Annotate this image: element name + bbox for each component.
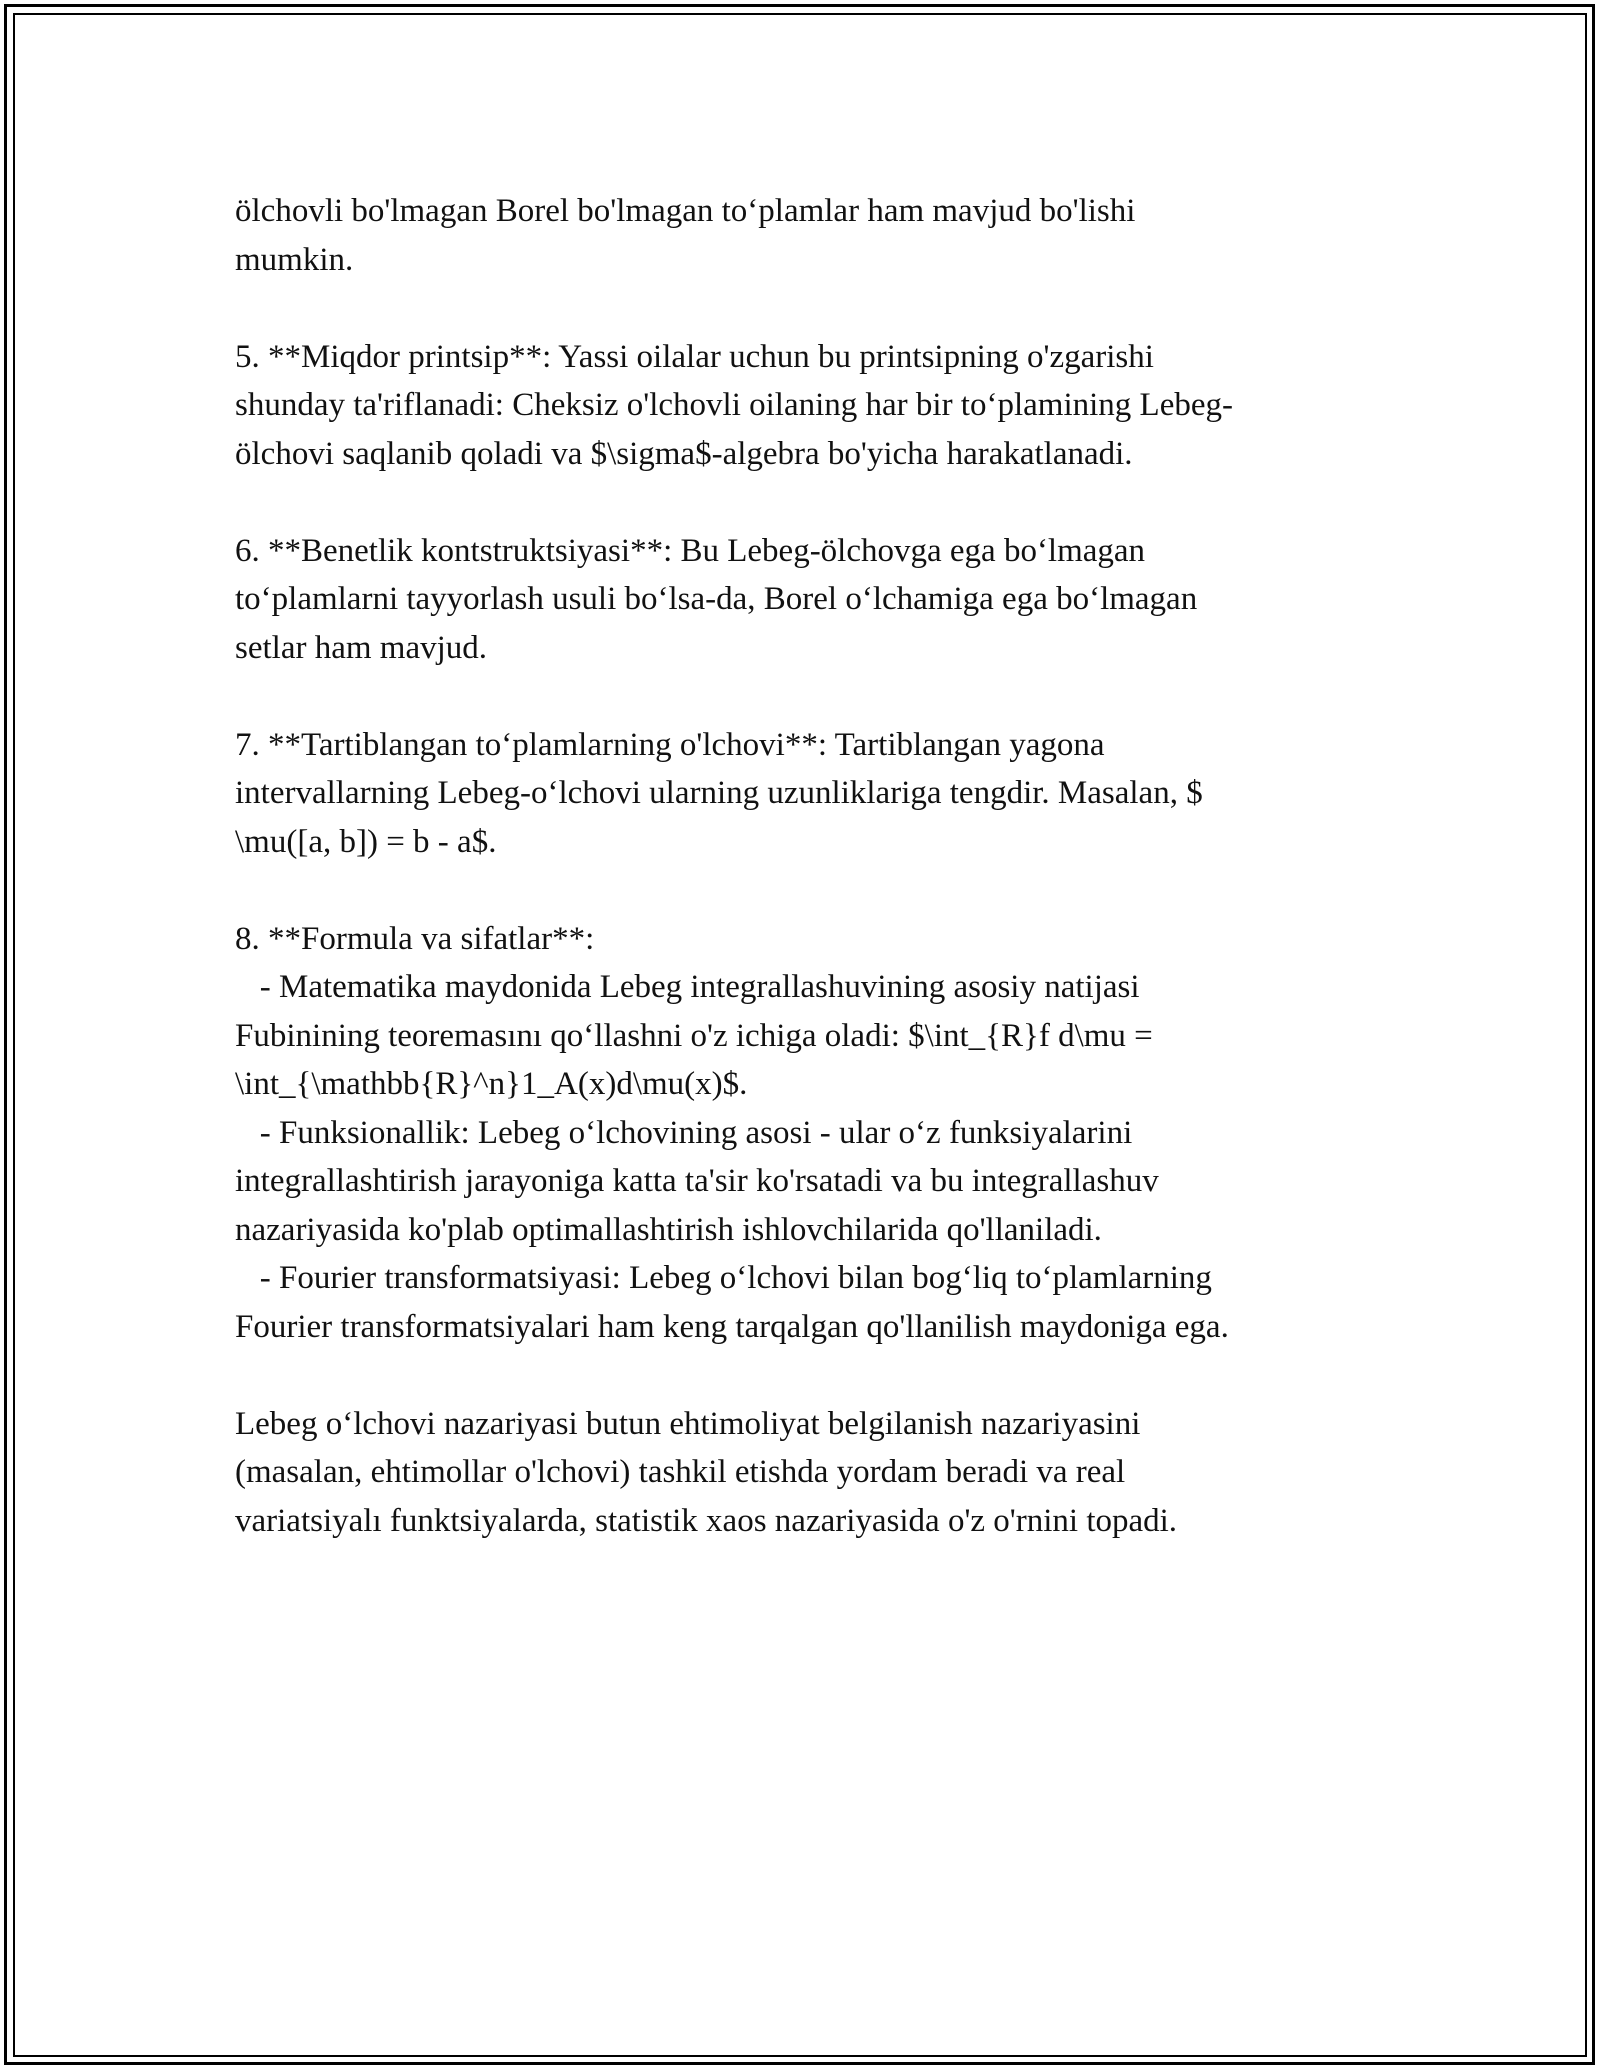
text-line: - Fourier transformatsiyasi: Lebeg o‘lchovi bilan bog‘liq to‘plamlarning <box>235 1260 1212 1296</box>
text-line: mumkin. <box>235 241 354 278</box>
text-line: setlar ham mavjud. <box>235 629 488 666</box>
paragraph-item-7 <box>235 721 1355 867</box>
text-line: ölchovi saqlanib qoladi va $\sigma$-algebra bo'yicha harakatlanadi. <box>235 435 1133 472</box>
text-line: \mu([a, b]) = b - a$. <box>235 823 497 860</box>
paragraph-item-6 <box>235 527 1355 673</box>
text-line: \int_{\mathbb{R}^n}1_A(x)d\mu(x)$. <box>235 1066 748 1102</box>
text-line: variatsiyalı funktsiyalarda, statistik xaos nazariyasida o'z o'rnini topadi. <box>235 1502 1178 1539</box>
paragraph-item-8 <box>235 915 1355 1352</box>
text-line: 5. **Miqdor printsip**: Yassi oilalar uchun bu printsipning o'zgarishi <box>235 338 1154 375</box>
text-line: (masalan, ehtimollar o'lchovi) tashkil etishda yordam beradi va real <box>235 1454 1126 1490</box>
paragraph-continuation <box>235 187 1355 284</box>
paragraph-item-5 <box>235 333 1355 479</box>
text-line: Lebeg o‘lchovi nazariyasi butun ehtimoliyat belgilanish nazariyasini <box>235 1405 1141 1442</box>
text-line: ölchovli bo'lmagan Borel bo'lmagan to‘plamlar ham mavjud bo'lishi <box>235 193 1136 229</box>
text-line: shunday ta'riflanadi: Cheksiz o'lchovli oilaning har bir to‘plamining Lebeg- <box>235 387 1233 423</box>
text-line: 8. **Formula va sifatlar**: <box>235 920 595 957</box>
document-body <box>235 187 1355 1594</box>
text-line: integrallashtirish jarayoniga katta ta'sir ko'rsatadi va bu integrallashuv <box>235 1163 1159 1199</box>
text-line: Fourier transformatsiyalari ham keng tarqalgan qo'llanilish maydoniga ega. <box>235 1308 1229 1345</box>
text-line: to‘plamlarni tayyorlash usuli bo‘lsa-da, Borel o‘lchamiga ega bo‘lmagan <box>235 581 1198 617</box>
text-line: 6. **Benetlik kontstruktsiyasi**: Bu Lebeg-ölchovga ega bo‘lmagan <box>235 532 1146 569</box>
text-line: - Funksionallik: Lebeg o‘lchovining asosi - ular o‘z funksiyalarini <box>235 1114 1133 1151</box>
text-line: Fubinining teoremasını qo‘llashni o'z ichiga oladi: $\int_{R}f d\mu = <box>235 1017 1153 1054</box>
text-line: 7. **Tartiblangan to‘plamlarning o'lchovi**: Tartiblangan yagona <box>235 726 1105 763</box>
text-line: - Matematika maydonida Lebeg integrallashuvining asosiy natijasi <box>235 969 1140 1005</box>
paragraph-conclusion <box>235 1400 1355 1546</box>
text-line: nazariyasida ko'plab optimallashtirish ishlovchilarida qo'llaniladi. <box>235 1211 1102 1248</box>
text-line: intervallarning Lebeg-o‘lchovi ularning uzunliklariga tengdir. Masalan, $ <box>235 775 1203 811</box>
